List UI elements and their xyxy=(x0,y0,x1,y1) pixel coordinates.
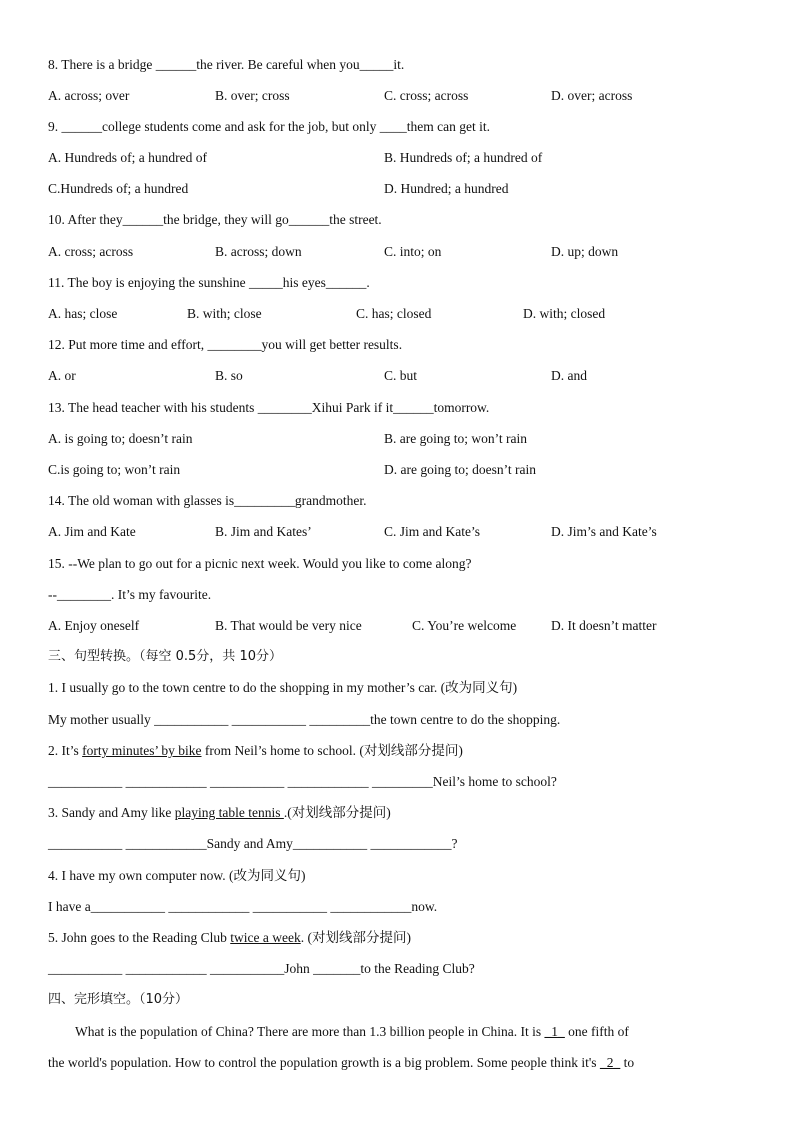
question-12: 12. Put more time and effort, ________you will get better results. xyxy=(48,337,403,352)
option-c: C. has; closed xyxy=(356,306,432,321)
question-12-options xyxy=(48,367,748,385)
option-b: B. are going to; won’t rain xyxy=(384,431,527,446)
question-15-options xyxy=(48,617,748,635)
option-a: A. Hundreds of; a hundred of xyxy=(48,150,207,165)
option-a: A. Jim and Kate xyxy=(48,524,136,539)
option-d: D. are going to; doesn’t rain xyxy=(384,462,536,477)
question-8-options xyxy=(48,87,748,105)
transform-2-answer: ___________ ____________ ___________ ____________ _________Neil’s home to school? xyxy=(48,774,557,789)
transform-4-question: 4. I have my own computer now. (改为同义句) xyxy=(48,868,306,883)
question-text-post: . (对划线部分提问) xyxy=(300,930,411,945)
cloze-paragraph-line-1 xyxy=(48,1023,775,1041)
option-a: A. cross; across xyxy=(48,244,134,259)
option-b: B. so xyxy=(215,368,243,383)
option-b: B. Jim and Kates’ xyxy=(215,524,312,539)
cloze-text: to xyxy=(620,1055,635,1070)
option-d: D. up; down xyxy=(551,244,619,259)
option-d: D. Jim’s and Kate’s xyxy=(551,524,657,539)
option-b: B. with; close xyxy=(187,306,262,321)
option-a: A. or xyxy=(48,368,76,383)
question-13-options-ab xyxy=(48,430,748,448)
option-b: B. That would be very nice xyxy=(215,618,362,633)
transform-1-answer: My mother usually ___________ ___________ _________the town centre to do the shopping. xyxy=(48,712,561,727)
question-11: 11. The boy is enjoying the sunshine _____his eyes______. xyxy=(48,275,370,290)
option-c: C. but xyxy=(384,368,418,383)
option-c: C. into; on xyxy=(384,244,442,259)
option-a: A. across; over xyxy=(48,88,130,103)
cloze-paragraph-line-2 xyxy=(48,1054,748,1072)
option-d: D. with; closed xyxy=(523,306,606,321)
question-text-post: from Neil’s home to school. (对划线部分提问) xyxy=(201,743,463,758)
question-10: 10. After they______the bridge, they will go______the street. xyxy=(48,212,382,227)
transform-3-question xyxy=(48,804,748,822)
cloze-text: one fifth of xyxy=(564,1024,629,1039)
underlined-phrase: playing table tennis xyxy=(174,805,284,820)
option-a: A. has; close xyxy=(48,306,118,321)
question-text-pre: 3. Sandy and Amy like xyxy=(48,805,175,820)
question-14-options xyxy=(48,523,748,541)
question-13: 13. The head teacher with his students ________Xihui Park if it______tomorrow. xyxy=(48,400,490,415)
option-c: C. Jim and Kate’s xyxy=(384,524,480,539)
underlined-phrase: twice a week xyxy=(230,930,301,945)
option-c: C.Hundreds of; a hundred xyxy=(48,181,189,196)
question-9-options-ab xyxy=(48,149,748,167)
option-d: D. over; across xyxy=(551,88,633,103)
question-9: 9. ______college students come and ask for the job, but only ____them can get it. xyxy=(48,119,491,134)
transform-5-answer: ___________ ____________ ___________John _______to the Reading Club? xyxy=(48,961,475,976)
option-d: D. Hundred; a hundred xyxy=(384,181,509,196)
transform-4-answer: I have a___________ ____________ ___________ ____________now. xyxy=(48,899,438,914)
question-13-options-cd xyxy=(48,461,748,479)
question-8: 8. There is a bridge ______the river. Be careful when you_____it. xyxy=(48,57,405,72)
option-a: A. is going to; doesn’t rain xyxy=(48,431,193,446)
question-15: 15. --We plan to go out for a picnic next week. Would you like to come along? xyxy=(48,556,472,571)
question-10-options xyxy=(48,243,748,261)
underlined-phrase: forty minutes’ by bike xyxy=(82,743,202,758)
option-a: A. Enjoy oneself xyxy=(48,618,140,633)
cloze-blank-1: _1_ xyxy=(544,1024,565,1039)
question-text-post: .(对划线部分提问) xyxy=(283,805,391,820)
question-15-response: --________. It’s my favourite. xyxy=(48,587,212,602)
option-c: C. cross; across xyxy=(384,88,469,103)
option-b: B. Hundreds of; a hundred of xyxy=(384,150,543,165)
transform-1-question: 1. I usually go to the town centre to do the shopping in my mother’s car. (改为同义句) xyxy=(48,680,518,695)
transform-5-question xyxy=(48,929,748,947)
question-14: 14. The old woman with glasses is_________grandmother. xyxy=(48,493,367,508)
transform-2-question xyxy=(48,742,748,760)
cloze-text: What is the population of China? There are more than 1.3 billion people in China. It is xyxy=(75,1024,545,1039)
cloze-text: the world's population. How to control the population growth is a big problem. Some people think it's xyxy=(48,1055,600,1070)
transform-3-answer: ___________ ____________Sandy and Amy___________ ____________? xyxy=(48,836,458,851)
question-11-options xyxy=(48,305,748,323)
option-d: D. and xyxy=(551,368,587,383)
question-9-options-cd xyxy=(48,180,748,198)
cloze-blank-2: _2_ xyxy=(599,1055,621,1070)
option-c: C. You’re welcome xyxy=(412,618,517,633)
option-d: D. It doesn’t matter xyxy=(551,618,657,633)
section-4-title: 四、完形填空。（10分） xyxy=(48,992,189,1007)
option-b: B. across; down xyxy=(215,244,302,259)
section-3-title: 三、句型转换。（每空 0.5分，共 10分） xyxy=(48,649,282,664)
option-b: B. over; cross xyxy=(215,88,290,103)
option-c: C.is going to; won’t rain xyxy=(48,462,181,477)
question-text-pre: 2. It’s xyxy=(48,743,83,758)
question-text-pre: 5. John goes to the Reading Club xyxy=(48,930,231,945)
